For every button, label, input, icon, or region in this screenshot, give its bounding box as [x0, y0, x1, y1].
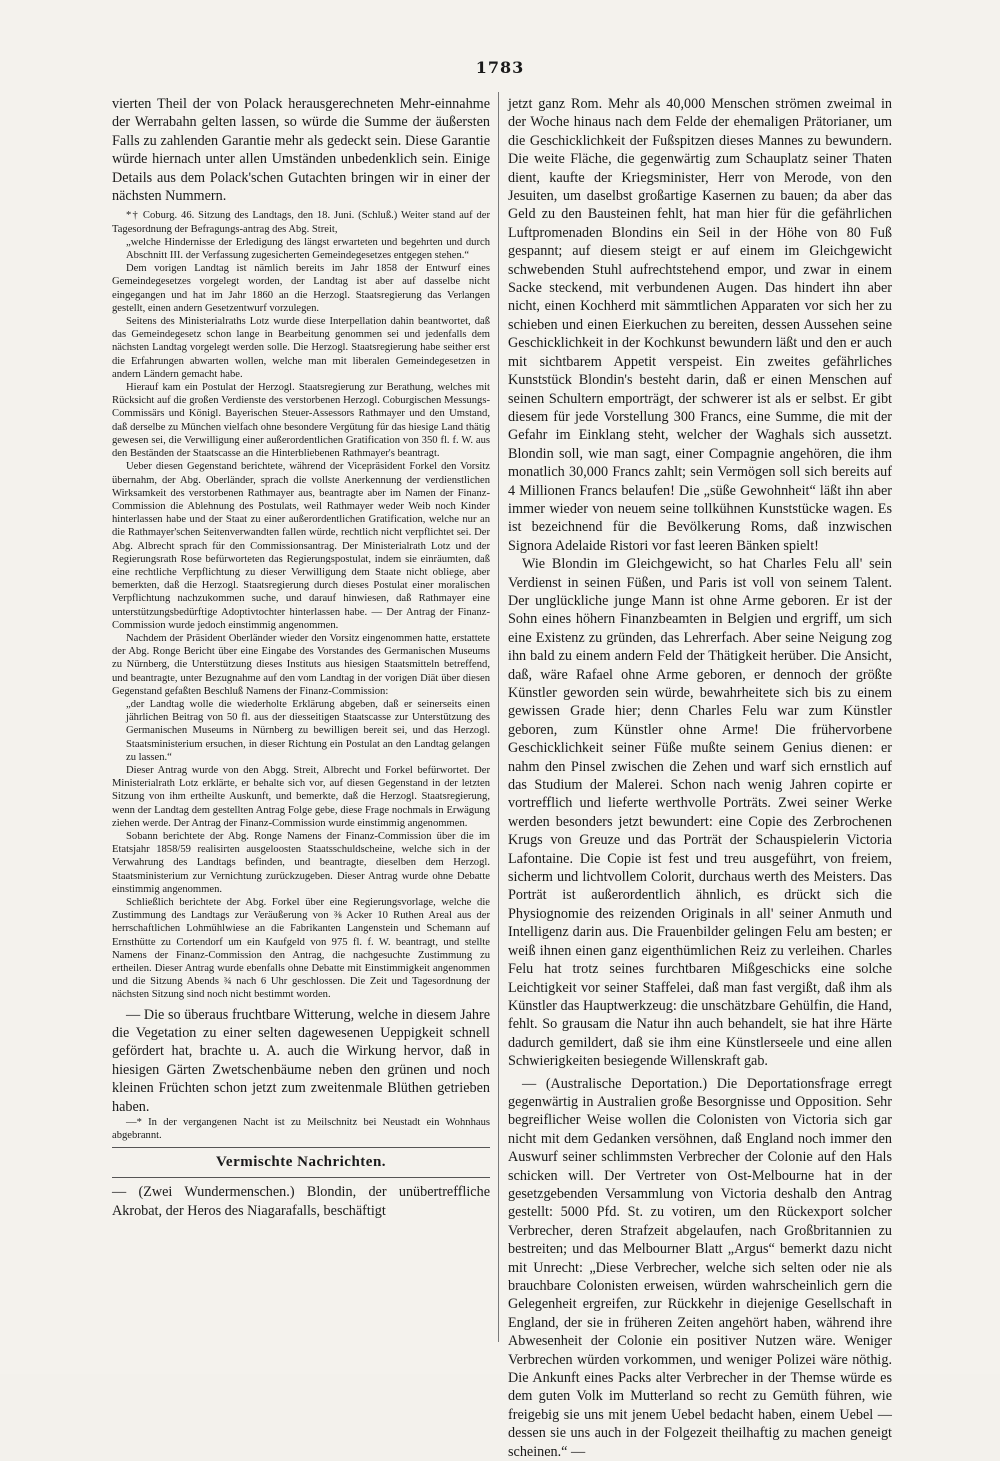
left-column	[112, 95, 490, 1345]
left-quote-1: „welche Hindernisse der Erledigung des längst erwarteten und begehrten und durch Abschnitt III. der Verfassung zugesicherten Gemeindegesetzes entgegen stehen.“	[126, 236, 490, 262]
right-paragraph-3: — (Australische Deportation.) Die Deportationsfrage erregt gegenwärtig in Australien große Besorgnisse und Opposition. Sehr begreiflicher Weise wollen die Colonisten von Victoria sich gar nicht mit dem Gedanken versöhnen, daß England noch immer den Auswurf seiner schlimmsten Verbrecher der Colonie auf den Hals schicken will. Der Vertreter von Ost-Melbourne hat in der gesetzgebenden Versammlung von Victoria deshalb den Antrag gestellt: 5000 Pfd. St. zu votiren, um den Rückexport solcher Verbrecher, deren Strafzeit abgelaufen, nach Großbritannien zu bestreiten; und das Melbourner Blatt „Argus“ bemerkt dazu nicht mit Unrecht: „Diese Verbrecher, welche sich selten oder nie als brauchbare Colonisten erweisen, würden wahrscheinlich gern die Gelegenheit ergreifen, zur Rückkehr in diejenige Gesellschaft in England, der sie in früheren Zeiten angehört haben, während ihre Abwesenheit der Colonie ein positiver Nutzen wäre. Weniger Verbrechen würden vorkommen, und weniger Polizei wäre nöthig. Die Ankunft eines Packs alter Verbrecher in der Themse würde es dem guten Volk im Mutterland so recht zu Gemüth führen, wie freigebig sie uns mit jenem Uebel bedacht haben, einem Uebel — dessen sie uns auch in der Folgezeit theilhaftig zu machen geneigt scheinen.“ —	[508, 1075, 892, 1460]
left-paragraph-coburg: *† Coburg. 46. Sitzung des Landtags, den 18. Juni. (Schluß.) Weiter stand auf der Tagesordnung der Befragungs-antrag des Abg. Streit,	[112, 210, 490, 235]
left-paragraph-8: Nachdem der Präsident Oberländer wieder den Vorsitz eingenommen hatte, erstattete der Abg. Ronge Bericht über eine Eingabe des Vorstandes des Germanischen Museums zu Nürnberg, die Unterstützung dieses Instituts aus hiesigen Staatsmitteln betreffend, und beantragte, unter Bezugnahme auf den vom Landtag in der vorigen Diät über diesen Gegenstand gefaßten Beschluß Namens der Finanz-Commission:	[112, 632, 490, 697]
left-paragraph-5: Seitens des Ministerialraths Lotz wurde diese Interpellation dahin beantwortet, daß das Gemeindegesetz schon lange in Bearbeitung genommen sei und jedenfalls dem nächsten Landtag vorgelegt werden solle. Die Herzogl. Staatsregierung habe seither erst die Erfahrungen abwarten wollen, welche man mit liberalen Gemeindegesetzen in andern Ländern gemacht habe.	[112, 316, 490, 380]
left-paragraph-7: Ueber diesen Gegenstand berichtete, während der Vicepräsident Forkel den Vorsitz übernahm, der Abg. Oberländer, sprach die vollste Anerkennung der verdienstlichen Wirksamkeit des verstorbenen Rathmayer aus, beantragte aber im Namen der Finanz-Commission die Ablehnung des Postulats, weil Rathmayer weder Weib noch Kinder hinterlassen habe und der Staat zu einer außerordentlichen Gratification, welche nur an die Rathmayer'schen Seitenverwandten fallen würde, rechtlich nicht verpflichtet sei. Der Abg. Albrecht sprach für den Commissionsantrag. Der Ministerialrath Lotz und der Regierungsrath Rose befürworteten das Regierungspostulat, indem sie einräumten, daß eine rechtliche Verpflichtung zu dieser Verwilligung dem Staate nicht obliege, aber bemerkten, daß die Herzogl. Staatsregierung durch dieses Postulat einer moralischen Verpflichtung nachzukommen suche, und darauf hinwiesen, daß Rathmayer eine unterstützungsbedürftige Adoptivtochter hinterlassen habe. — Der Antrag der Finanz-Commission wurde jedoch einstimmig angenommen.	[112, 461, 490, 631]
left-paragraph-6: Hierauf kam ein Postulat der Herzogl. Staatsregierung zur Berathung, welches mit Rücksicht auf die großen Verdienste des verstorbenen Herzogl. Coburgischen Messungs-Commissärs und Königl. Bayerischen Steuer-Assessors Rathmayer und den Umstand, daß derselbe zu München vielfach ohne besondere Vergütung für das hiesige Land thätig gewesen sei, die Verwilligung einer außerordentlichen Gratification von 350 fl. f. W. aus den Beständen der Staatscasse an die Hinterbliebenen Rathmayer's beantragt.	[112, 382, 490, 460]
section-rule	[112, 1177, 490, 1178]
left-quote-2: „der Landtag wolle die wiederholte Erklärung abgeben, daß er seinerseits einen jährlichen Beitrag von 50 fl. aus der diesseitigen Staatscasse zur Unterstützung des Germanischen Museums in Nürnberg zu bewilligen bereit sei, und das Herzogl. Staatsministerium ersuchen, in dieser Richtung ein Postulat an den Landtag gelangen zu lassen.“	[126, 698, 490, 763]
left-paragraph-14: —* In der vergangenen Nacht ist zu Meilschnitz bei Neustadt ein Wohnhaus abgebrannt.	[112, 1117, 490, 1142]
left-paragraph-11: Sobann berichtete der Abg. Ronge Namens der Finanz-Commission über die im Etatsjahr 1858/59 realisirten ausgeloosten Staatsschuldscheine, welche sich in der Verwahrung des Landtags befinden, und beantragte, dieselben dem Herzogl. Staatsministerium zur Vernichtung zurückzugeben. Dieser Antrag wurde ohne Debatte einstimmig angenommen.	[112, 830, 490, 895]
left-paragraph-4: Dem vorigen Landtag ist nämlich bereits im Jahr 1858 der Entwurf eines Gemeindegesetzes vorgelegt worden, der Landtag ist aber auf dasselbe nicht eingegangen und hat im Jahr 1860 an die Herzogl. Staatsregierung das Verlangen gestellt, einen andern Gesetzentwurf vorzulegen.	[112, 263, 490, 314]
section-heading: Vermischte Nachrichten.	[215, 1154, 387, 1171]
column-divider	[498, 92, 499, 1342]
left-paragraph-15: — (Zwei Wundermenschen.) Blondin, der unübertreffliche Akrobat, der Heros des Niagarafalls, beschäftigt	[112, 1184, 490, 1219]
right-column	[508, 95, 892, 1460]
page-number: 1783	[475, 58, 525, 77]
left-paragraph-13: — Die so überaus fruchtbare Witterung, welche in diesem Jahre die Vegetation zu einer selten dagewesenen Ueppigkeit schnell gefördert hat, brachte u. A. auch die Wirkung hervor, daß in hiesigen Gärten Zwetschenbäume neben den grünen und noch kleinen Früchten schon jetzt zum zweitenmale Blüthen getrieben haben.	[112, 1006, 490, 1115]
left-paragraph-12: Schließlich berichtete der Abg. Forkel über eine Regierungsvorlage, welche die Zustimmung des Landtags zur Veräußerung von ⅜ Acker 10 Ruthen Areal aus der herrschaftlichen Lohmühlwiese an die Fabrikanten Langenstein und Schemann auf Ernsthütte zu Cortendorf um ein Kaufgeld von 975 fl. f. W. beantragt, und stellte Namens der Finanz-Commission den Antrag, die nachgesuchte Zustimmung zu ertheilen. Dieser Antrag wurde ebenfalls ohne Debatte mit Einstimmigkeit angenommen und die Sitzung Abends ¾ nach 6 Uhr geschlossen. Die Zeit und Tagesordnung der nächsten Sitzung sind noch nicht bestimmt worden.	[112, 897, 490, 1001]
right-paragraph-1: jetzt ganz Rom. Mehr als 40,000 Menschen strömen zweimal in der Woche hinaus nach dem Felde der ehemaligen Prätorianer, um die Geschicklichkeit der Fußspitzen dieses Mannes zu bewundern. Die weite Fläche, die gegenwärtig zum Schauplatz seiner Thaten dient, kaufte der Kriegsminister, Herr von Merode, von den Jesuiten, um daselbst großartige Kasernen zu bauen; da aber das Geld zu den Bausteinen fehlt, hat man hier für die gefährlichen Luftpromenaden Blondins ein Seil in der Höhe von 80 Fuß gespannt; auf diesem steigt er auf einem im Gleichgewicht schwebenden Stuhl aufrechtstehend empor, und zwar in einem Sacke steckend, mit verbundenen Augen. Das hindert ihn aber nicht, einen Kochherd mit sämmtlichen Apparaten vor sich her zu schieben und einen Eierkuchen zu bereiten, dessen Aussehen seine Geschicklichkeit in der Kochkunst bewundern läßt und den er auch mit sichtbarem Appetit verspeist. Ein zweites gefährliches Kunststück Blondin's besteht darin, daß er einen Menschen auf seinen Schultern emporträgt, der schwerer ist als er selbst. Er gibt diesem für jede Vorstellung 300 Francs, eine Summe, die mit der Gefahr im Einklang steht, welcher der Waghals sich aussetzt. Blondin soll, wie man sagt, einer Compagnie angehören, die ihm monatlich 30,000 Francs zahlt; sein Vermögen soll sich bereits auf 4 Millionen Francs belaufen! Die „süße Gewohnheit“ läßt ihn aber immer wieder von neuem seine tollkühnen Kunststücke wagen. Es ist bezeichnend für die Bevölkerung Roms, daß inzwischen Signora Adelaide Ristori vor fast leeren Bänken spielt!	[508, 96, 892, 554]
section-rule	[112, 1147, 490, 1148]
left-paragraph-1: vierten Theil der von Polack herausgerechneten Mehr-einnahme der Werrabahn gelten lassen, so würde die Summe der äußersten Falls zu zahlenden Garantie mehr als gedeckt sein. Diese Garantie würde hiernach unter allen Umständen unbedenklich sein. Einige Details aus dem Polack'schen Gutachten bringen wir in einer der nächsten Nummern.	[112, 96, 490, 205]
left-paragraph-10: Dieser Antrag wurde von den Abgg. Streit, Albrecht und Forkel befürwortet. Der Ministerialrath Lotz erklärte, er behalte sich vor, auf diesen Gegenstand in der letzten Sitzung von ihm ertheilte Auskunft, und bemerkte, daß die Herzogl. Staatsregierung, wenn der Landtag dem gestellten Antrag Folge gebe, diese Frage nochmals in Erwägung ziehen werde. Der Antrag der Finanz-Commission wurde einstimmig angenommen.	[112, 764, 490, 829]
right-paragraph-2: Wie Blondin im Gleichgewicht, so hat Charles Felu all' sein Verdienst in seinen Füßen, und Paris ist voll von seinem Talent. Der unglückliche junge Mann ist ohne Arme geboren. Er ist der Sohn eines höhern Finanzbeamten in Belgien und ergriff, um sich eine Existenz zu gründen, das Lehrerfach. Aber seine Neigung zog ihn bald zu einem andern Feld der Thätigkeit herüber. Die Ansicht, daß, wäre Rafael ohne Arme geboren, er dennoch der größte Künstler geworden sein würde, bewahrheitete sich bis zu einem gewissen Grade hier; denn Charles Felu war zum Künstler geboren, zum Künstler ohne Arme! Die frühervorbene Geschicklichkeit seiner Füße mußte seinem Genius dienen: er nahm den Pinsel zwischen die Zehen und warf sich ernstlich auf das Studium der Malerei. Schon nach wenig Jahren copirte er vortrefflich und lieferte werthvolle Porträts. Zwei seiner Werke werden besonders jetzt bewundert: eine Copie des Zerbrochenen Krugs von Greuze und das Porträt der Schauspielerin Victoria Lafontaine. Die Copie ist fest und treu ausgeführt, von freiem, sicherm und lichtvollem Colorit, durchaus werth des Meisters. Das Porträt ist außerordentlich ähnlich, es drückt sich die Physiognomie des reizenden Originals in all' seiner Anmuth und Intelligenz darin aus. Die Frauenbilder gelingen Felu am besten; er weiß ihnen einen ganz eigenthümlichen Reiz zu verleihen. Charles Felu hat trotz seines furchtbaren Mißgeschicks eine solche Leichtigkeit vor seiner Staffelei, daß man fast vergißt, daß ihm als Künstler das Hauptwerkzeug: die unschätzbare Gehülfin, die Hand, fehlt. So grausam die Natur ihn auch behandelt, sie hat ihre Härte dadurch gemildert, daß sie ihm eine Künstlerseele und eine allen Schwierigkeiten besiegende Willenskraft gab.	[508, 556, 892, 1070]
